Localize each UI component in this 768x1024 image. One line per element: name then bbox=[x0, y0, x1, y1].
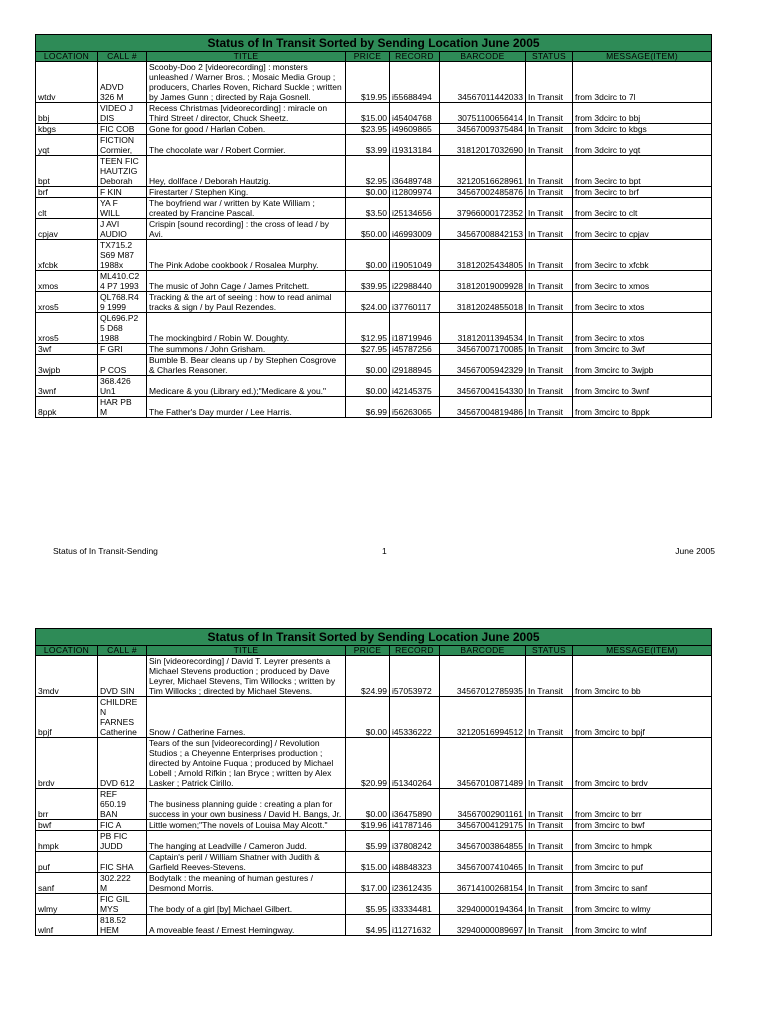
location-cell: 3wnf bbox=[36, 376, 98, 397]
title-cell: Tracking & the art of seeing : how to read animal tracks & sign / by Paul Rezendes. bbox=[147, 292, 346, 313]
column-header-row bbox=[36, 646, 712, 656]
record-cell: i48848323 bbox=[390, 852, 440, 873]
title-cell: Bodytalk : the meaning of human gestures / Desmond Morris. bbox=[147, 873, 346, 894]
table-row bbox=[36, 820, 712, 831]
column-header-row bbox=[36, 52, 712, 62]
title-cell: Recess Christmas [videorecording] : miracle on Third Street / director, Chuck Sheetz. bbox=[147, 103, 346, 124]
price-cell: $0.00 bbox=[346, 376, 390, 397]
table-row bbox=[36, 355, 712, 376]
location-cell: puf bbox=[36, 852, 98, 873]
column-header-message: MESSAGE(ITEM) bbox=[573, 646, 712, 656]
title-cell: Captain's peril / William Shatner with Judith & Garfield Reeves-Stevens. bbox=[147, 852, 346, 873]
title-cell: Hey, dollface / Deborah Hautzig. bbox=[147, 156, 346, 187]
table-row bbox=[36, 831, 712, 852]
location-cell: bbj bbox=[36, 103, 98, 124]
table-row bbox=[36, 894, 712, 915]
status-cell: In Transit bbox=[526, 820, 573, 831]
column-header-location: LOCATION bbox=[36, 52, 98, 62]
barcode-cell: 31812024855018 bbox=[440, 292, 526, 313]
status-cell: In Transit bbox=[526, 397, 573, 418]
call-number-cell: FICTION Cormier, bbox=[98, 135, 147, 156]
table-row bbox=[36, 697, 712, 738]
barcode-cell: 34567010871489 bbox=[440, 738, 526, 789]
in-transit-table-page-1 bbox=[35, 34, 712, 418]
price-cell: $24.99 bbox=[346, 656, 390, 697]
price-cell: $20.99 bbox=[346, 738, 390, 789]
table-row bbox=[36, 852, 712, 873]
message-cell: from 3mcirc to 8ppk bbox=[573, 397, 712, 418]
status-cell: In Transit bbox=[526, 831, 573, 852]
barcode-cell: 34567007410465 bbox=[440, 852, 526, 873]
barcode-cell: 34567004154330 bbox=[440, 376, 526, 397]
status-cell: In Transit bbox=[526, 355, 573, 376]
table-row bbox=[36, 62, 712, 103]
call-number-cell: ML410.C2 4 P7 1993 bbox=[98, 271, 147, 292]
title-cell: The body of a girl [by] Michael Gilbert. bbox=[147, 894, 346, 915]
record-cell: i37760117 bbox=[390, 292, 440, 313]
call-number-cell: F GRI bbox=[98, 344, 147, 355]
call-number-cell: 302.222 M bbox=[98, 873, 147, 894]
price-cell: $3.50 bbox=[346, 198, 390, 219]
message-cell: from 3mcirc to brdv bbox=[573, 738, 712, 789]
record-cell: i12809974 bbox=[390, 187, 440, 198]
table-row bbox=[36, 292, 712, 313]
title-cell: Gone for good / Harlan Coben. bbox=[147, 124, 346, 135]
table-row bbox=[36, 313, 712, 344]
barcode-cell: 32120516994512 bbox=[440, 697, 526, 738]
record-cell: i46993009 bbox=[390, 219, 440, 240]
price-cell: $5.95 bbox=[346, 894, 390, 915]
record-cell: i42145375 bbox=[390, 376, 440, 397]
price-cell: $0.00 bbox=[346, 240, 390, 271]
barcode-cell: 34567009375484 bbox=[440, 124, 526, 135]
record-cell: i18719946 bbox=[390, 313, 440, 344]
status-cell: In Transit bbox=[526, 789, 573, 820]
status-cell: In Transit bbox=[526, 313, 573, 344]
status-cell: In Transit bbox=[526, 219, 573, 240]
location-cell: xmos bbox=[36, 271, 98, 292]
barcode-cell: 34567004129175 bbox=[440, 820, 526, 831]
location-cell: hmpk bbox=[36, 831, 98, 852]
barcode-cell: 31812019009928 bbox=[440, 271, 526, 292]
barcode-cell: 32940000194364 bbox=[440, 894, 526, 915]
title-cell: The hanging at Leadville / Cameron Judd. bbox=[147, 831, 346, 852]
barcode-cell: 31812025434805 bbox=[440, 240, 526, 271]
status-cell: In Transit bbox=[526, 738, 573, 789]
status-cell: In Transit bbox=[526, 271, 573, 292]
price-cell: $4.95 bbox=[346, 915, 390, 936]
table-row bbox=[36, 271, 712, 292]
call-number-cell: TX715.2 S69 M87 1988x bbox=[98, 240, 147, 271]
record-cell: i45404768 bbox=[390, 103, 440, 124]
column-header-status: STATUS bbox=[526, 646, 573, 656]
status-cell: In Transit bbox=[526, 344, 573, 355]
title-cell: Tears of the sun [videorecording] / Revolution Studios ; a Cheyenne Enterprises production ; directed by Antoine Fuqua ; produced by Michael Lobell ; Arnold Rifkin ; Ian Bryce ; written by Alex Lasker ; Patrick Cirillo. bbox=[147, 738, 346, 789]
price-cell: $6.99 bbox=[346, 397, 390, 418]
location-cell: 3wjpb bbox=[36, 355, 98, 376]
message-cell: from 3dcirc to 7l bbox=[573, 62, 712, 103]
call-number-cell: DVD SIN bbox=[98, 656, 147, 697]
message-cell: from 3ecirc to bpt bbox=[573, 156, 712, 187]
message-cell: from 3dcirc to kbgs bbox=[573, 124, 712, 135]
status-cell: In Transit bbox=[526, 156, 573, 187]
barcode-cell: 34567004819486 bbox=[440, 397, 526, 418]
location-cell: wlmy bbox=[36, 894, 98, 915]
location-cell: bpjf bbox=[36, 697, 98, 738]
barcode-cell: 34567007170085 bbox=[440, 344, 526, 355]
call-number-cell: FIC A bbox=[98, 820, 147, 831]
status-cell: In Transit bbox=[526, 187, 573, 198]
column-header-record: RECORD bbox=[390, 52, 440, 62]
column-header-status: STATUS bbox=[526, 52, 573, 62]
report-page-1 bbox=[35, 34, 711, 418]
record-cell: i19313184 bbox=[390, 135, 440, 156]
location-cell: brf bbox=[36, 187, 98, 198]
message-cell: from 3mcirc to wlnf bbox=[573, 915, 712, 936]
record-cell: i45336222 bbox=[390, 697, 440, 738]
status-cell: In Transit bbox=[526, 240, 573, 271]
message-cell: from 3ecirc to xtos bbox=[573, 292, 712, 313]
status-cell: In Transit bbox=[526, 894, 573, 915]
barcode-cell: 34567012785935 bbox=[440, 656, 526, 697]
barcode-cell: 36714100268154 bbox=[440, 873, 526, 894]
price-cell: $2.95 bbox=[346, 156, 390, 187]
report-title: Status of In Transit Sorted by Sending Location June 2005 bbox=[36, 629, 712, 646]
call-number-cell: DVD 612 bbox=[98, 738, 147, 789]
call-number-cell: F KIN bbox=[98, 187, 147, 198]
record-cell: i29188945 bbox=[390, 355, 440, 376]
status-cell: In Transit bbox=[526, 135, 573, 156]
column-header-price: PRICE bbox=[346, 52, 390, 62]
column-header-barcode: BARCODE bbox=[440, 52, 526, 62]
record-cell: i36489748 bbox=[390, 156, 440, 187]
message-cell: from 3mcirc to puf bbox=[573, 852, 712, 873]
price-cell: $19.96 bbox=[346, 820, 390, 831]
table-row bbox=[36, 915, 712, 936]
price-cell: $23.95 bbox=[346, 124, 390, 135]
location-cell: wlnf bbox=[36, 915, 98, 936]
price-cell: $27.95 bbox=[346, 344, 390, 355]
call-number-cell: YA F WILL bbox=[98, 198, 147, 219]
record-cell: i11271632 bbox=[390, 915, 440, 936]
status-cell: In Transit bbox=[526, 62, 573, 103]
location-cell: bpt bbox=[36, 156, 98, 187]
report-page-2 bbox=[35, 628, 711, 936]
location-cell: xfcbk bbox=[36, 240, 98, 271]
price-cell: $17.00 bbox=[346, 873, 390, 894]
barcode-cell: 34567002901161 bbox=[440, 789, 526, 820]
barcode-cell: 31812017032690 bbox=[440, 135, 526, 156]
record-cell: i33334481 bbox=[390, 894, 440, 915]
location-cell: brdv bbox=[36, 738, 98, 789]
barcode-cell: 30751100656414 bbox=[440, 103, 526, 124]
call-number-cell: HAR PB M bbox=[98, 397, 147, 418]
status-cell: In Transit bbox=[526, 915, 573, 936]
status-cell: In Transit bbox=[526, 873, 573, 894]
message-cell: from 3ecirc to xfcbk bbox=[573, 240, 712, 271]
location-cell: cpjav bbox=[36, 219, 98, 240]
call-number-cell: PB FIC JUDD bbox=[98, 831, 147, 852]
price-cell: $0.00 bbox=[346, 187, 390, 198]
location-cell: brr bbox=[36, 789, 98, 820]
title-cell: The chocolate war / Robert Cormier. bbox=[147, 135, 346, 156]
price-cell: $15.00 bbox=[346, 852, 390, 873]
call-number-cell: QL768.R4 9 1999 bbox=[98, 292, 147, 313]
footer-left: Status of In Transit-Sending bbox=[53, 546, 158, 556]
status-cell: In Transit bbox=[526, 124, 573, 135]
location-cell: 8ppk bbox=[36, 397, 98, 418]
record-cell: i55688494 bbox=[390, 62, 440, 103]
location-cell: clt bbox=[36, 198, 98, 219]
table-row bbox=[36, 198, 712, 219]
report-title: Status of In Transit Sorted by Sending Location June 2005 bbox=[36, 35, 712, 52]
message-cell: from 3mcirc to bpjf bbox=[573, 697, 712, 738]
table-row bbox=[36, 873, 712, 894]
title-cell: The business planning guide : creating a plan for success in your own business / David H. Bangs, Jr. bbox=[147, 789, 346, 820]
record-cell: i49609865 bbox=[390, 124, 440, 135]
record-cell: i57053972 bbox=[390, 656, 440, 697]
message-cell: from 3mcirc to 3wf bbox=[573, 344, 712, 355]
status-cell: In Transit bbox=[526, 656, 573, 697]
barcode-cell: 34567011442033 bbox=[440, 62, 526, 103]
title-cell: Snow / Catherine Farnes. bbox=[147, 697, 346, 738]
barcode-cell: 34567008842153 bbox=[440, 219, 526, 240]
record-cell: i37808242 bbox=[390, 831, 440, 852]
table-row bbox=[36, 240, 712, 271]
call-number-cell: FIC COB bbox=[98, 124, 147, 135]
message-cell: from 3dcirc to bbj bbox=[573, 103, 712, 124]
column-header-location: LOCATION bbox=[36, 646, 98, 656]
message-cell: from 3mcirc to brr bbox=[573, 789, 712, 820]
column-header-call-number: CALL # bbox=[98, 646, 147, 656]
location-cell: yqt bbox=[36, 135, 98, 156]
table-row bbox=[36, 219, 712, 240]
barcode-cell: 37966000172352 bbox=[440, 198, 526, 219]
barcode-cell: 34567003864855 bbox=[440, 831, 526, 852]
status-cell: In Transit bbox=[526, 292, 573, 313]
title-cell: The summons / John Grisham. bbox=[147, 344, 346, 355]
status-cell: In Transit bbox=[526, 852, 573, 873]
message-cell: from 3mcirc to wlmy bbox=[573, 894, 712, 915]
call-number-cell: FIC SHA bbox=[98, 852, 147, 873]
footer-page-number: 1 bbox=[382, 546, 387, 556]
message-cell: from 3mcirc to 3wnf bbox=[573, 376, 712, 397]
status-cell: In Transit bbox=[526, 697, 573, 738]
record-cell: i41787146 bbox=[390, 820, 440, 831]
message-cell: from 3mcirc to sanf bbox=[573, 873, 712, 894]
barcode-cell: 34567002485876 bbox=[440, 187, 526, 198]
table-row bbox=[36, 156, 712, 187]
location-cell: bwf bbox=[36, 820, 98, 831]
status-cell: In Transit bbox=[526, 103, 573, 124]
table-row bbox=[36, 124, 712, 135]
message-cell: from 3ecirc to cpjav bbox=[573, 219, 712, 240]
title-cell: The Pink Adobe cookbook / Rosalea Murphy. bbox=[147, 240, 346, 271]
record-cell: i45787256 bbox=[390, 344, 440, 355]
table-row bbox=[36, 103, 712, 124]
barcode-cell: 31812011394534 bbox=[440, 313, 526, 344]
title-cell: Little women;"The novels of Louisa May Alcott." bbox=[147, 820, 346, 831]
message-cell: from 3ecirc to brf bbox=[573, 187, 712, 198]
in-transit-table-page-2 bbox=[35, 628, 712, 936]
record-cell: i22988440 bbox=[390, 271, 440, 292]
price-cell: $50.00 bbox=[346, 219, 390, 240]
price-cell: $3.99 bbox=[346, 135, 390, 156]
table-row bbox=[36, 135, 712, 156]
table-row bbox=[36, 397, 712, 418]
call-number-cell: 368.426 Un1 bbox=[98, 376, 147, 397]
location-cell: xros5 bbox=[36, 313, 98, 344]
title-cell: Bumble B. Bear cleans up / by Stephen Cosgrove & Charles Reasoner. bbox=[147, 355, 346, 376]
call-number-cell: REF 650.19 BAN bbox=[98, 789, 147, 820]
call-number-cell: VIDEO J DIS bbox=[98, 103, 147, 124]
title-cell: Firestarter / Stephen King. bbox=[147, 187, 346, 198]
call-number-cell: ADVD 326 M bbox=[98, 62, 147, 103]
title-cell: Sin [videorecording] / David T. Leyrer presents a Michael Stevens production ; produced by Dave Leyrer, Michael Stevens, Tim Willocks ; written by Tim Willocks ; directed by Michael Stevens. bbox=[147, 656, 346, 697]
page-footer bbox=[53, 546, 715, 558]
call-number-cell: TEEN FIC HAUTZIG Deborah bbox=[98, 156, 147, 187]
call-number-cell: 818.52 HEM bbox=[98, 915, 147, 936]
footer-date: June 2005 bbox=[675, 546, 715, 556]
column-header-message: MESSAGE(ITEM) bbox=[573, 52, 712, 62]
message-cell: from 3mcirc to 3wjpb bbox=[573, 355, 712, 376]
status-cell: In Transit bbox=[526, 376, 573, 397]
table-row bbox=[36, 187, 712, 198]
table-row bbox=[36, 376, 712, 397]
title-cell: Crispin [sound recording] : the cross of lead / by Avi. bbox=[147, 219, 346, 240]
message-cell: from 3dcirc to yqt bbox=[573, 135, 712, 156]
record-cell: i25134656 bbox=[390, 198, 440, 219]
title-cell: The Father's Day murder / Lee Harris. bbox=[147, 397, 346, 418]
column-header-record: RECORD bbox=[390, 646, 440, 656]
location-cell: 3wf bbox=[36, 344, 98, 355]
message-cell: from 3mcirc to bwf bbox=[573, 820, 712, 831]
column-header-title: TITLE bbox=[147, 52, 346, 62]
message-cell: from 3ecirc to clt bbox=[573, 198, 712, 219]
table-row bbox=[36, 738, 712, 789]
record-cell: i23612435 bbox=[390, 873, 440, 894]
message-cell: from 3mcirc to bb bbox=[573, 656, 712, 697]
price-cell: $0.00 bbox=[346, 355, 390, 376]
status-cell: In Transit bbox=[526, 198, 573, 219]
title-cell: Medicare & you (Library ed.);"Medicare & you." bbox=[147, 376, 346, 397]
column-header-barcode: BARCODE bbox=[440, 646, 526, 656]
call-number-cell: P COS bbox=[98, 355, 147, 376]
call-number-cell: FIC GIL MYS bbox=[98, 894, 147, 915]
location-cell: wtdv bbox=[36, 62, 98, 103]
price-cell: $12.95 bbox=[346, 313, 390, 344]
price-cell: $19.95 bbox=[346, 62, 390, 103]
title-cell: The music of John Cage / James Pritchett. bbox=[147, 271, 346, 292]
table-row bbox=[36, 789, 712, 820]
record-cell: i36475890 bbox=[390, 789, 440, 820]
location-cell: xros5 bbox=[36, 292, 98, 313]
price-cell: $0.00 bbox=[346, 697, 390, 738]
record-cell: i19051049 bbox=[390, 240, 440, 271]
call-number-cell: CHILDRE N FARNES Catherine bbox=[98, 697, 147, 738]
title-cell: A moveable feast / Ernest Hemingway. bbox=[147, 915, 346, 936]
barcode-cell: 32940000089697 bbox=[440, 915, 526, 936]
price-cell: $39.95 bbox=[346, 271, 390, 292]
column-header-price: PRICE bbox=[346, 646, 390, 656]
location-cell: kbgs bbox=[36, 124, 98, 135]
barcode-cell: 32120516628961 bbox=[440, 156, 526, 187]
column-header-call-number: CALL # bbox=[98, 52, 147, 62]
record-cell: i56263065 bbox=[390, 397, 440, 418]
title-cell: Scooby-Doo 2 [videorecording] : monsters unleashed / Warner Bros. ; Mosaic Media Group ; producers, Charles Roven, Richard Suckle ; written by James Gunn ; directed by Raja Gosnell. bbox=[147, 62, 346, 103]
barcode-cell: 34567005942329 bbox=[440, 355, 526, 376]
title-cell: The mockingbird / Robin W. Doughty. bbox=[147, 313, 346, 344]
price-cell: $0.00 bbox=[346, 789, 390, 820]
message-cell: from 3ecirc to xtos bbox=[573, 313, 712, 344]
message-cell: from 3mcirc to hmpk bbox=[573, 831, 712, 852]
location-cell: sanf bbox=[36, 873, 98, 894]
table-row bbox=[36, 656, 712, 697]
price-cell: $5.99 bbox=[346, 831, 390, 852]
title-cell: The boyfriend war / written by Kate William ; created by Francine Pascal. bbox=[147, 198, 346, 219]
price-cell: $24.00 bbox=[346, 292, 390, 313]
call-number-cell: QL696.P2 5 D68 1988 bbox=[98, 313, 147, 344]
call-number-cell: J AVI AUDIO bbox=[98, 219, 147, 240]
price-cell: $15.00 bbox=[346, 103, 390, 124]
column-header-title: TITLE bbox=[147, 646, 346, 656]
message-cell: from 3ecirc to xmos bbox=[573, 271, 712, 292]
location-cell: 3mdv bbox=[36, 656, 98, 697]
record-cell: i51340264 bbox=[390, 738, 440, 789]
table-row bbox=[36, 344, 712, 355]
